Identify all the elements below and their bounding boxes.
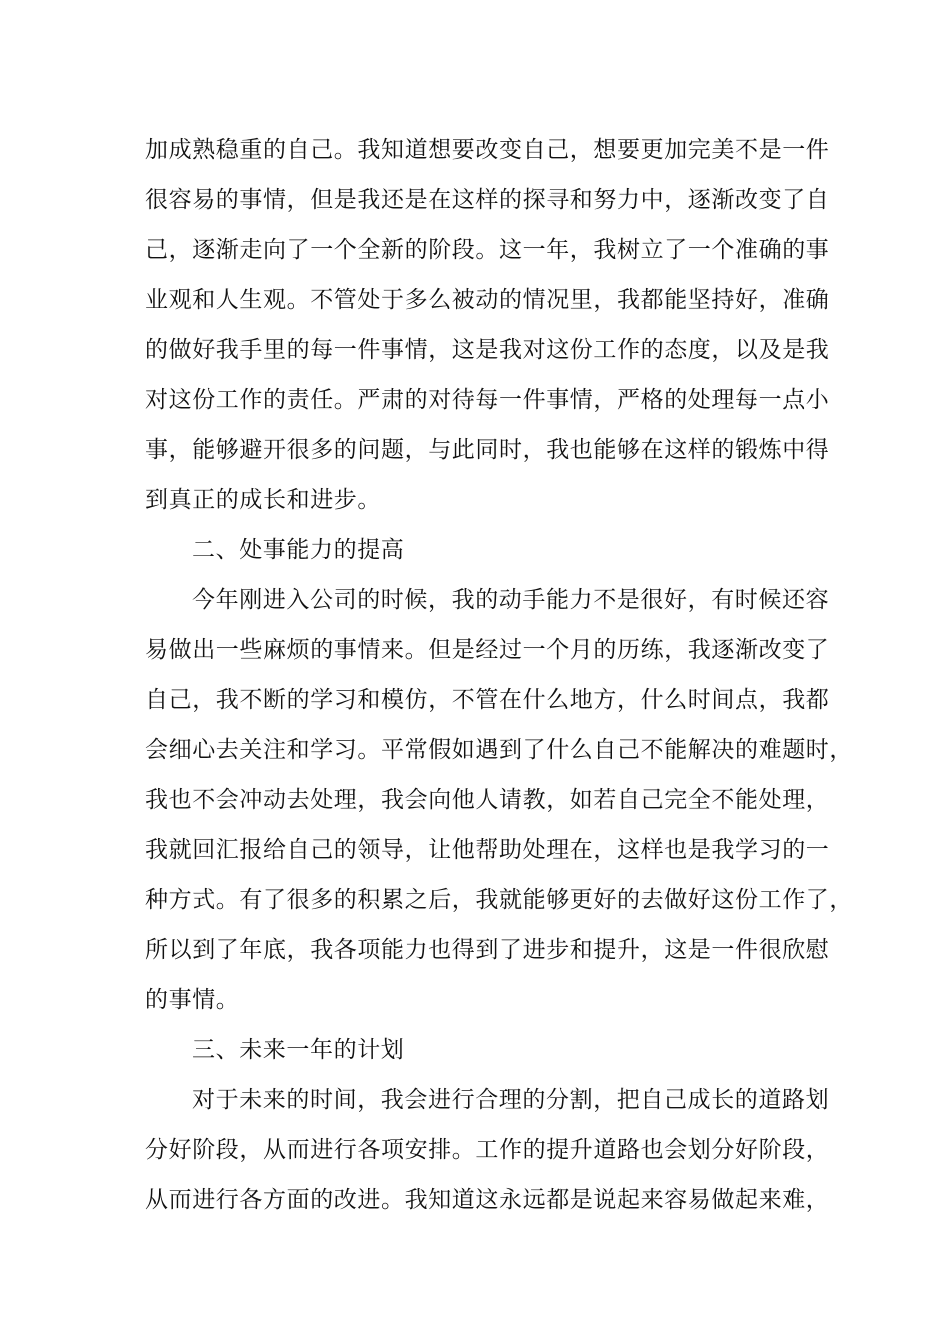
paragraph-line-14: 我也不会冲动去处理，我会向他人请教，如若自己完全不能处理，: [145, 787, 830, 813]
section-heading-3: 三、未来一年的计划: [192, 1037, 405, 1063]
paragraph-line-12: 自己，我不断的学习和模仿，不管在什么地方，什么时间点，我都: [145, 687, 830, 713]
paragraph-line-17: 所以到了年底，我各项能力也得到了进步和提升，这是一件很欣慰: [145, 937, 830, 963]
paragraph-line-22: 从而进行各方面的改进。我知道这永远都是说起来容易做起来难，: [145, 1187, 830, 1213]
paragraph-line-10: 今年刚进入公司的时候，我的动手能力不是很好，有时候还容: [192, 587, 830, 613]
paragraph-line-3: 己，逐渐走向了一个全新的阶段。这一年，我树立了一个准确的事: [145, 237, 830, 263]
paragraph-line-7: 事，能够避开很多的问题，与此同时，我也能够在这样的锻炼中得: [145, 437, 830, 463]
paragraph-line-5: 的做好我手里的每一件事情，这是我对这份工作的态度，以及是我: [145, 337, 830, 363]
paragraph-line-4: 业观和人生观。不管处于多么被动的情况里，我都能坚持好，准确: [145, 287, 830, 313]
paragraph-line-11: 易做出一些麻烦的事情来。但是经过一个月的历练，我逐渐改变了: [145, 637, 830, 663]
paragraph-line-2: 很容易的事情，但是我还是在这样的探寻和努力中，逐渐改变了自: [145, 187, 830, 213]
section-heading-2: 二、处事能力的提高: [192, 537, 405, 563]
paragraph-line-20: 对于未来的时间，我会进行合理的分割，把自己成长的道路划: [192, 1087, 830, 1113]
paragraph-line-6: 对这份工作的责任。严肃的对待每一件事情，严格的处理每一点小: [145, 387, 830, 413]
paragraph-line-18: 的事情。: [145, 987, 240, 1013]
paragraph-line-15: 我就回汇报给自己的领导，让他帮助处理在，这样也是我学习的一: [145, 837, 830, 863]
paragraph-line-8: 到真正的成长和进步。: [145, 487, 381, 513]
paragraph-line-13: 会细心去关注和学习。平常假如遇到了什么自己不能解决的难题时，: [145, 737, 853, 763]
paragraph-line-21: 分好阶段，从而进行各项安排。工作的提升道路也会划分好阶段，: [145, 1137, 830, 1163]
paragraph-line-16: 种方式。有了很多的积累之后，我就能够更好的去做好这份工作了，: [145, 887, 853, 913]
paragraph-line-1: 加成熟稳重的自己。我知道想要改变自己，想要更加完美不是一件: [145, 137, 830, 163]
